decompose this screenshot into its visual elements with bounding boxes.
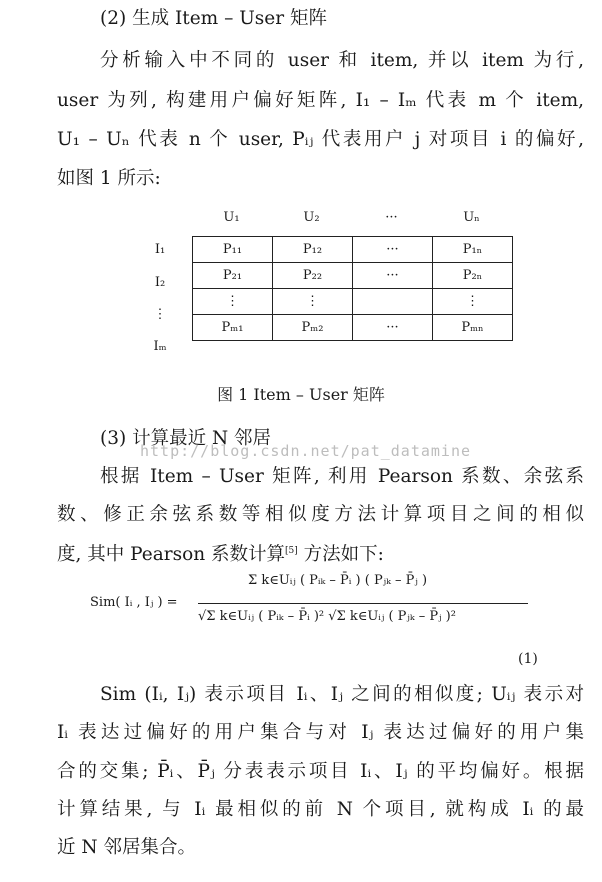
matrix-cell: P₁₁: [193, 237, 273, 263]
matrix-cell: ···: [353, 315, 433, 341]
item-user-matrix: [192, 236, 513, 341]
matrix-col-header: ···: [385, 210, 398, 225]
matrix-cell: Pₘ₁: [193, 315, 273, 341]
paragraph-line: 近 N 邻居集合。: [57, 837, 196, 858]
paragraph-line: Sim (Iᵢ, Iⱼ) 表示项目 Iᵢ、Iⱼ 之间的相似度; Uᵢⱼ 表示对: [100, 684, 584, 705]
matrix-cell: P₂₂: [273, 263, 353, 289]
citation: [5]: [285, 546, 298, 556]
matrix-cell: P₂₁: [193, 263, 273, 289]
paragraph-line: U₁ – Uₙ 代表 n 个 user, Pᵢⱼ 代表用户 j 对项目 i 的偏好,: [57, 129, 584, 150]
matrix-col-header: Uₙ: [463, 210, 480, 225]
matrix-cell: Pₘₙ: [433, 315, 513, 341]
matrix-cell: ⋮: [193, 289, 273, 315]
formula-numerator: Σ k∈Uᵢⱼ ( Pᵢₖ – P̄ᵢ ) ( Pⱼₖ – P̄ⱼ ): [248, 573, 428, 588]
paragraph-line: 分析输入中不同的 user 和 item, 并以 item 为行,: [100, 50, 584, 71]
equation-number: (1): [518, 651, 538, 667]
paragraph-line: 计算结果, 与 Iᵢ 最相似的前 N 个项目, 就构成 Iᵢ 的最: [57, 799, 584, 820]
paragraph-line: [57, 536, 384, 570]
matrix-cell: [353, 289, 433, 315]
paragraph-line: user 为列, 构建用户偏好矩阵, I₁ – Iₘ 代表 m 个 item,: [57, 90, 584, 111]
text-run: 度, 其中 Pearson 系数计算: [57, 544, 286, 566]
paragraph-line: 根据 Item – User 矩阵, 利用 Pearson 系数、余弦系: [100, 466, 584, 487]
matrix-cell: ⋮: [273, 289, 353, 315]
matrix-col-header: U₁: [223, 210, 240, 225]
section-3-heading: (3) 计算最近 N 邻居: [100, 428, 272, 449]
matrix-cell: P₂ₙ: [433, 263, 513, 289]
matrix-col-header: U₂: [303, 210, 320, 225]
matrix-row: [193, 289, 513, 315]
matrix-cell: Pₘ₂: [273, 315, 353, 341]
formula-denominator: √Σ k∈Uᵢⱼ ( Pᵢₖ – P̄ᵢ )² √Σ k∈Uᵢⱼ ( Pⱼₖ – P̄ⱼ )²: [198, 609, 456, 624]
watermark: http://blog.csdn.net/pat_datamine: [140, 442, 472, 460]
formula-lhs: Sim( Iᵢ , Iⱼ ) =: [90, 595, 178, 610]
section-2-heading: (2) 生成 Item – User 矩阵: [100, 8, 327, 29]
matrix-cell: ⋮: [433, 289, 513, 315]
matrix-cell: P₁ₙ: [433, 237, 513, 263]
matrix-row-header: ⋮: [153, 307, 167, 322]
figure-caption: 图 1 Item – User 矩阵: [217, 385, 385, 404]
matrix-row: [193, 315, 513, 341]
matrix-row: [193, 263, 513, 289]
matrix-cell: ···: [353, 237, 433, 263]
paragraph-line: 如图 1 所示:: [57, 168, 161, 189]
matrix-row-header: Iₘ: [153, 339, 167, 354]
text-run: 方法如下:: [297, 544, 384, 566]
matrix-row-header: I₁: [154, 242, 166, 257]
paragraph-line: 合的交集; P̄ᵢ、P̄ⱼ 分表表示项目 Iᵢ、Iⱼ 的平均偏好。根据: [57, 761, 584, 782]
matrix-row: [193, 237, 513, 263]
fraction-bar: [198, 603, 528, 604]
paragraph-line: Iᵢ 表达过偏好的用户集合与对 Iⱼ 表达过偏好的用户集: [57, 722, 584, 743]
matrix-row-header: I₂: [154, 275, 166, 290]
pearson-formula: [90, 568, 540, 648]
matrix-cell: P₁₂: [273, 237, 353, 263]
matrix-cell: ···: [353, 263, 433, 289]
paragraph-line: 数、修正余弦系数等相似度方法计算项目之间的相似: [57, 504, 584, 525]
